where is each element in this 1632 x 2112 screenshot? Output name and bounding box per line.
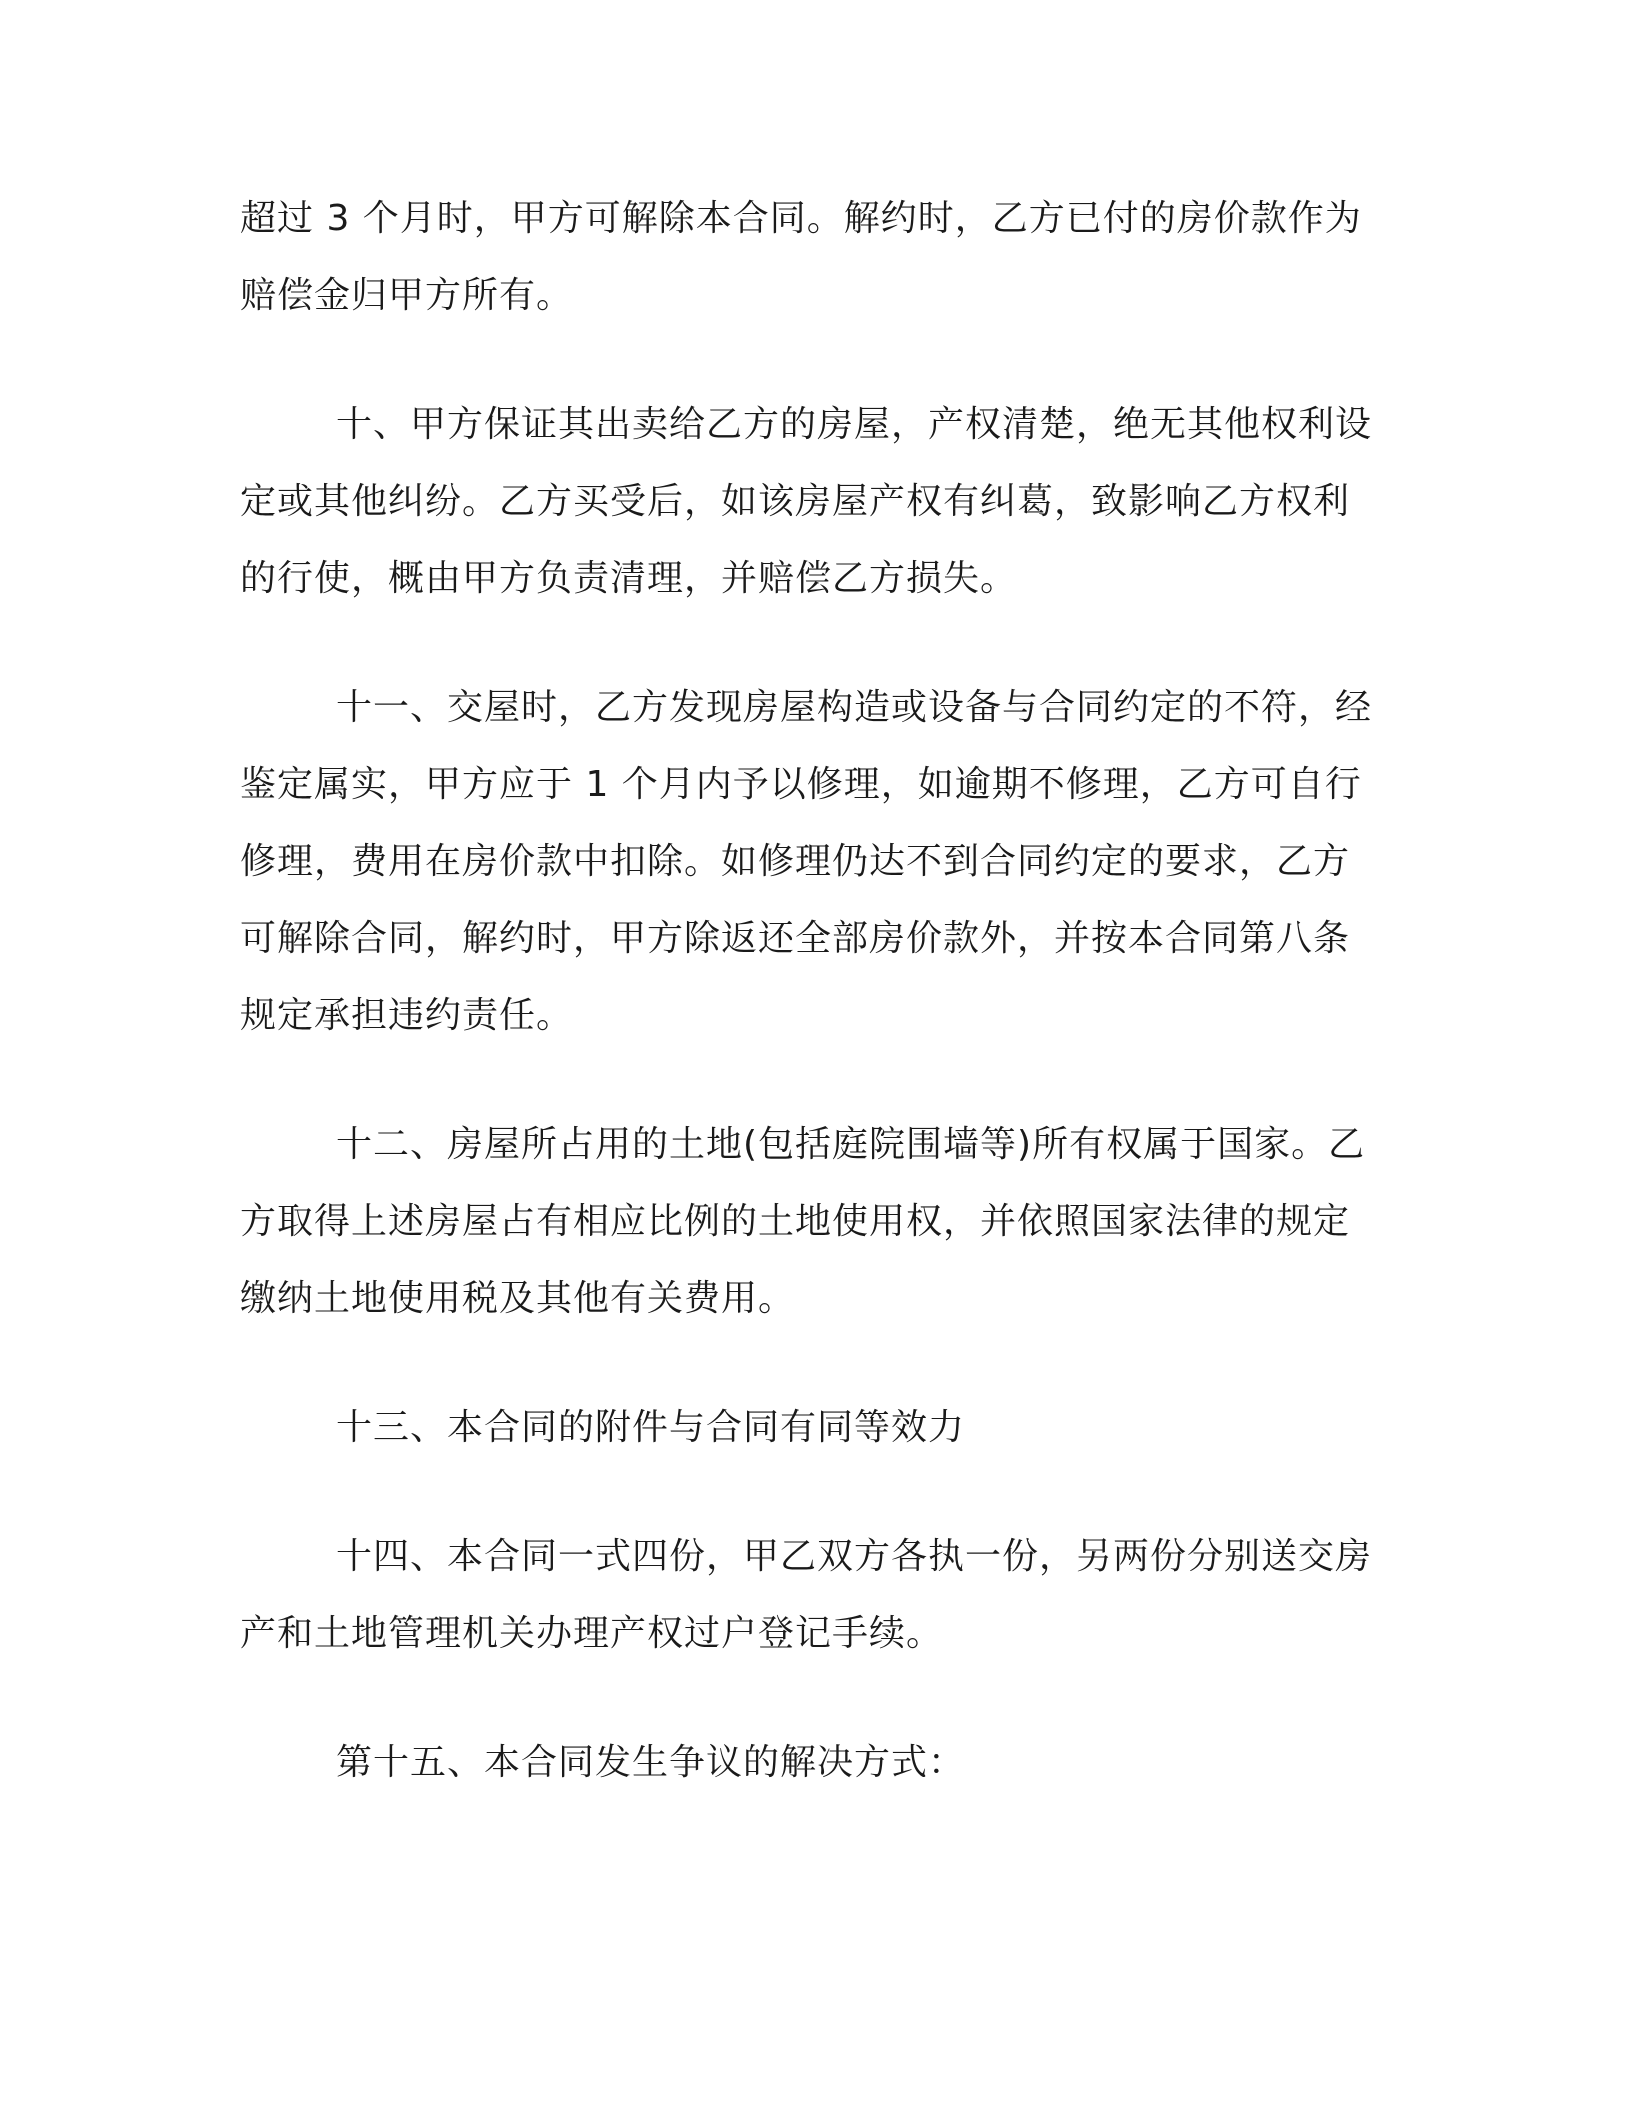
text-line: 的行使，概由甲方负责清理，并赔偿乙方损失。 [240,558,1018,599]
document-body [240,180,1390,1801]
text-line: 鉴定属实，甲方应于 1 个月内予以修理，如逾期不修理，乙方可自行 [240,764,1362,805]
text-line: 超过 3 个月时，甲方可解除本合同。解约时，乙方已付的房价款作为 [240,198,1362,239]
clause-15 [240,1724,1390,1801]
paragraph-continuation [240,180,1390,334]
text-line: 规定承担违约责任。 [240,995,574,1036]
text-line: 十一、交屋时，乙方发现房屋构造或设备与合同约定的不符，经 [336,687,1373,728]
text-line: 方取得上述房屋占有相应比例的土地使用权，并依照国家法律的规定 [240,1201,1351,1242]
text-line: 缴纳土地使用税及其他有关费用。 [240,1278,796,1319]
text-line: 可解除合同，解约时，甲方除返还全部房价款外，并按本合同第八条 [240,918,1351,959]
clause-13 [240,1389,1390,1466]
clause-12 [240,1106,1390,1337]
text-line: 十、甲方保证其出卖给乙方的房屋，产权清楚，绝无其他权利设 [336,404,1373,445]
text-line: 十二、房屋所占用的土地(包括庭院围墙等)所有权属于国家。乙 [336,1124,1366,1165]
text-line: 第十五、本合同发生争议的解决方式： [336,1742,966,1783]
clause-10 [240,386,1390,617]
text-line: 十四、本合同一式四份，甲乙双方各执一份，另两份分别送交房 [336,1536,1373,1577]
text-line: 产和土地管理机关办理产权过户登记手续。 [240,1613,944,1654]
text-line: 定或其他纠纷。乙方买受后，如该房屋产权有纠葛，致影响乙方权利 [240,481,1351,522]
text-line: 修理，费用在房价款中扣除。如修理仍达不到合同约定的要求，乙方 [240,841,1351,882]
clause-14 [240,1518,1390,1672]
clause-11 [240,669,1390,1054]
text-line: 赔偿金归甲方所有。 [240,275,574,316]
text-line: 十三、本合同的附件与合同有同等效力 [336,1407,966,1448]
